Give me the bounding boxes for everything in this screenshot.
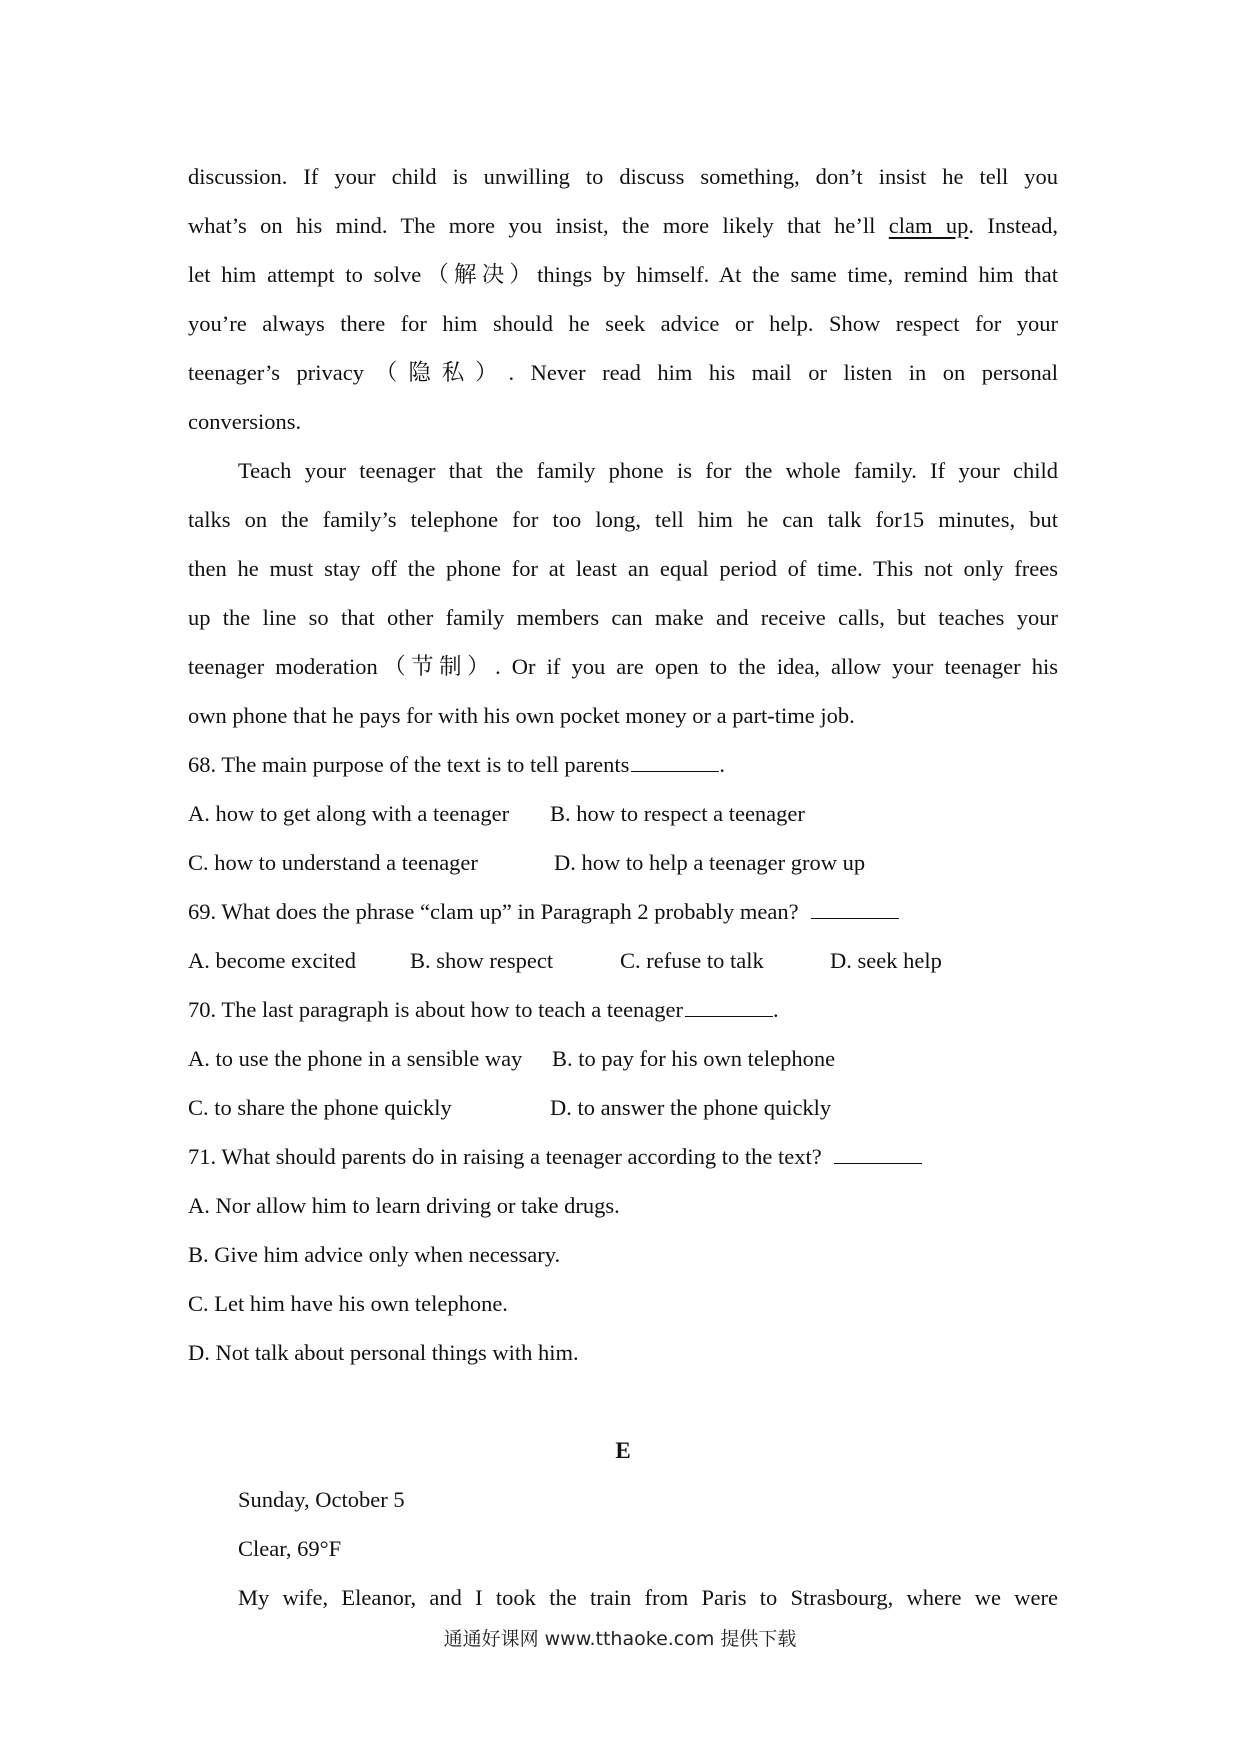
spacer xyxy=(188,1377,1058,1426)
stem-tail: . xyxy=(773,997,779,1022)
stem-text: 68. The main purpose of the text is to tell parents xyxy=(188,752,630,777)
text-line: you’re always there for him should he seek advice or help. Show respect for your xyxy=(188,311,1058,336)
question-71 xyxy=(188,1132,1058,1377)
text-segment: what’s on his mind. The more you insist, the more likely that he’ll xyxy=(188,213,889,238)
options-row xyxy=(188,789,1058,838)
option-c[interactable]: C. Let him have his own telephone. xyxy=(188,1291,508,1316)
stem-text: 70. The last paragraph is about how to teach a teenager xyxy=(188,997,684,1022)
text-line: own phone that he pays for with his own pocket money or a part-time job. xyxy=(188,703,855,728)
text-line: conversions. xyxy=(188,409,302,434)
option-a[interactable]: A. how to get along with a teenager xyxy=(188,801,510,826)
passage-e xyxy=(188,1426,1058,1622)
question-stem xyxy=(188,887,1058,936)
answer-blank[interactable] xyxy=(834,1145,922,1164)
question-68 xyxy=(188,740,1058,887)
text-segment: . Instead, xyxy=(968,213,1058,238)
paragraph-3 xyxy=(188,446,1058,740)
option-b[interactable]: B. to pay for his own telephone xyxy=(552,1046,836,1071)
text-line: let him attempt to solve（解决）things by himself. At the same time, remind him that xyxy=(188,262,1058,287)
question-stem xyxy=(188,985,1058,1034)
text-line: teenager’s privacy（隐私）. Never read him his mail or listen in on personal xyxy=(188,360,1058,385)
footer-watermark: 通通好课网 www.tthaoke.com 提供下载 xyxy=(443,1628,797,1650)
option-c[interactable]: C. refuse to talk xyxy=(620,948,764,973)
text-line: My wife, Eleanor, and I took the train from Paris to Strasbourg, where we were xyxy=(238,1585,1058,1610)
answer-blank[interactable] xyxy=(811,900,899,919)
underlined-phrase: clam up xyxy=(888,213,969,238)
paragraph-2 xyxy=(188,152,1058,446)
text-line: up the line so that other family members can make and receive calls, but teaches your xyxy=(188,605,1058,630)
question-stem xyxy=(188,740,1058,789)
option-c[interactable]: C. how to understand a teenager xyxy=(188,850,478,875)
options-row xyxy=(188,936,1058,985)
option-a[interactable]: A. to use the phone in a sensible way xyxy=(188,1046,523,1071)
diary-date: Sunday, October 5 xyxy=(238,1487,405,1512)
diary-weather: Clear, 69°F xyxy=(238,1536,342,1561)
option-d[interactable]: D. to answer the phone quickly xyxy=(550,1095,832,1120)
option-a[interactable]: A. Nor allow him to learn driving or take drugs. xyxy=(188,1193,620,1218)
text-line: then he must stay off the phone for at least an equal period of time. This not only frees xyxy=(188,556,1058,581)
question-69 xyxy=(188,887,1058,985)
option-b[interactable]: B. show respect xyxy=(410,948,554,973)
option-d[interactable]: D. Not talk about personal things with him. xyxy=(188,1340,579,1365)
option-d[interactable]: D. how to help a teenager grow up xyxy=(554,850,866,875)
option-b[interactable]: B. Give him advice only when necessary. xyxy=(188,1242,561,1267)
text-line: Teach your teenager that the family phone is for the whole family. If your child xyxy=(238,458,1058,483)
options-row xyxy=(188,1034,1058,1083)
option-d[interactable]: D. seek help xyxy=(830,948,942,973)
text-line: teenager moderation（节制）. Or if you are open to the idea, allow your teenager his xyxy=(188,654,1058,679)
answer-blank[interactable] xyxy=(685,998,773,1017)
option-a[interactable]: A. become excited xyxy=(188,948,357,973)
options-row xyxy=(188,1083,1058,1132)
stem-tail: . xyxy=(719,752,725,777)
text-line: discussion. If your child is unwilling to discuss something, don’t insist he tell you xyxy=(188,164,1058,189)
option-c[interactable]: C. to share the phone quickly xyxy=(188,1095,452,1120)
stem-text: 71. What should parents do in raising a teenager according to the text? xyxy=(188,1144,822,1169)
question-stem xyxy=(188,1132,1058,1181)
text-line xyxy=(188,201,1058,250)
document-body xyxy=(188,152,1058,1622)
section-title: E xyxy=(615,1438,631,1463)
question-70 xyxy=(188,985,1058,1132)
answer-blank[interactable] xyxy=(631,753,719,772)
option-b[interactable]: B. how to respect a teenager xyxy=(550,801,805,826)
stem-text: 69. What does the phrase “clam up” in Paragraph 2 probably mean? xyxy=(188,899,799,924)
options-row xyxy=(188,838,1058,887)
text-line: talks on the family’s telephone for too long, tell him he can talk for15 minutes, but xyxy=(188,507,1058,532)
